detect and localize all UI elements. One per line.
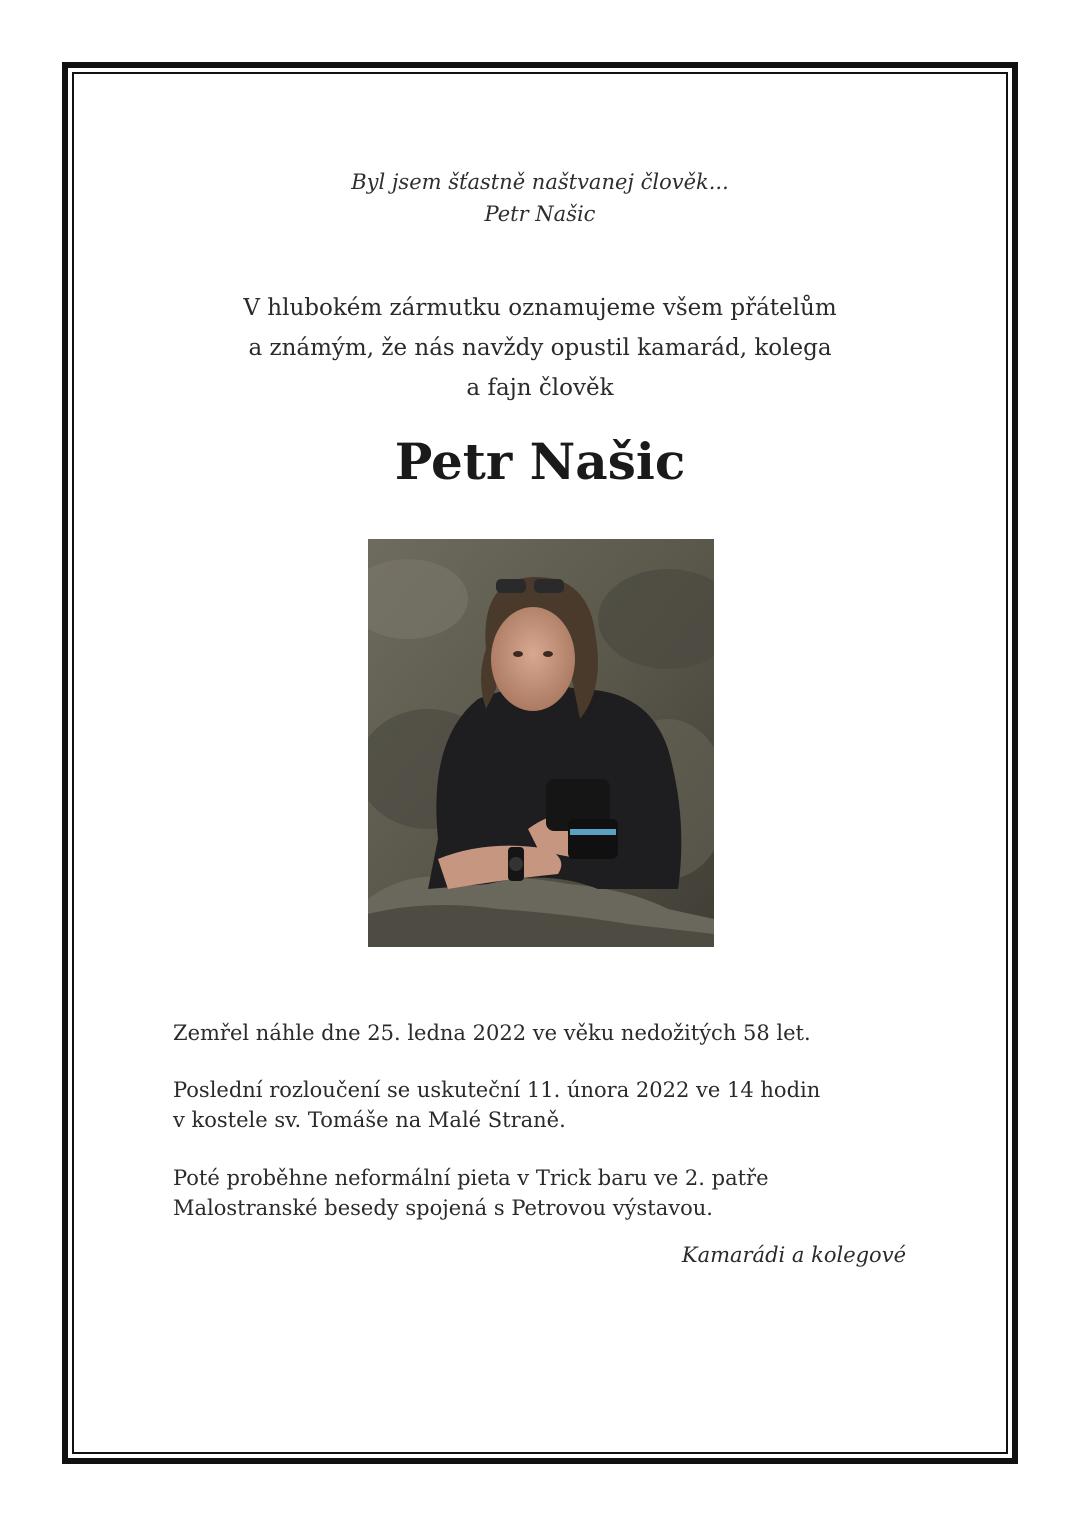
death-notice [173, 1018, 933, 1048]
deceased-name: Petr Našic [394, 432, 686, 491]
signature: Kamarádi a kolegové [681, 1243, 906, 1267]
announcement-text [0, 288, 1080, 408]
pieta-line: Poté proběhne neformální pieta v Trick baru ve 2. patře [173, 1166, 769, 1190]
farewell-line: Poslední rozloučení se uskuteční 11. února 2022 ve 14 hodin [173, 1078, 821, 1102]
farewell-line: v kostele sv. Tomáše na Malé Straně. [173, 1108, 566, 1132]
portrait-photo [368, 539, 714, 947]
announcement-line: a fajn člověk [466, 375, 614, 401]
death-notice-line: Zemřel náhle dne 25. ledna 2022 ve věku nedožitých 58 let. [173, 1021, 811, 1045]
pieta-line: Malostranské besedy spojená s Petrovou výstavou. [173, 1196, 713, 1220]
announcement-line: a známým, že nás navždy opustil kamarád, kolega [248, 335, 832, 361]
pieta-info [173, 1163, 933, 1223]
motto-author: Petr Našic [484, 202, 596, 226]
farewell-info [173, 1075, 933, 1135]
announcement-line: V hlubokém zármutku oznamujeme všem přátelům [243, 295, 837, 321]
motto-quote: Byl jsem šťastně naštvanej člověk... [351, 170, 729, 194]
